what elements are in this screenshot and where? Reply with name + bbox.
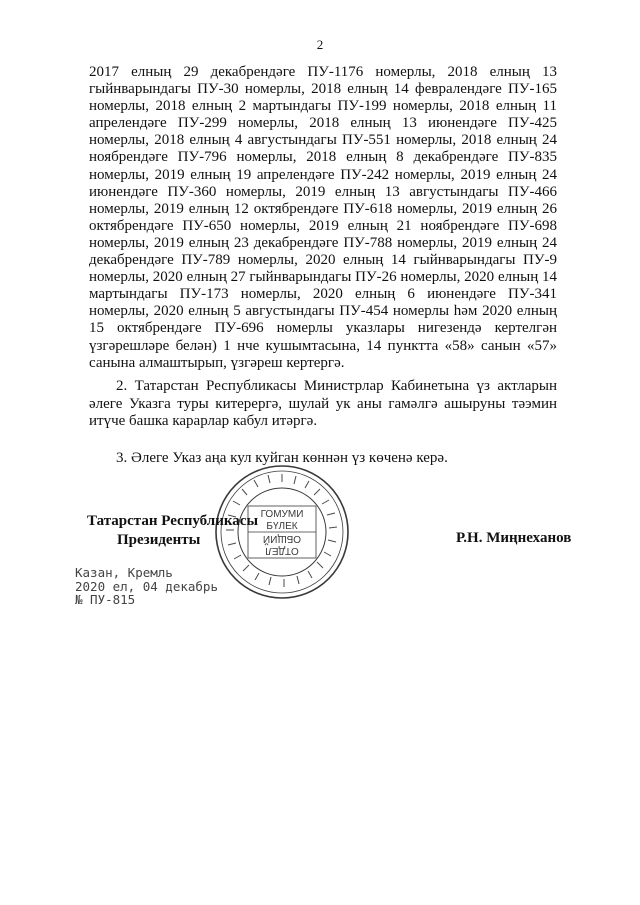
paragraph-entry-into-force: 3. Әлеге Указ аңа кул куйган көннән үз көченә керә. xyxy=(116,450,448,466)
page-number: 2 xyxy=(316,37,324,52)
document-footer xyxy=(75,566,218,607)
signatory-position xyxy=(87,512,258,550)
footer-number: № ПУ-815 xyxy=(75,592,136,607)
stamp-text-1: ГОМУМИ xyxy=(260,509,304,520)
signatory-name: Р.Н. Миңнеханов xyxy=(456,530,572,546)
signatory-position-line-2: Президенты xyxy=(117,532,201,548)
paragraph-amendments-list: 2017 елның 29 декабрендәге ПУ-1176 номерлы, 2018 елның 13 гыйнварындагы ПУ-30 номерлы, 2018 елның 14 февралендәге ПУ-165 номерлы, 2018 елның 2 мартындагы ПУ-199 номерлы, 2018 елның 11 апрелендәге ПУ-299 номерлы, 2018 елның 13 июнендәге ПУ-425 номерлы, 2018 елның 4 августындагы ПУ-551 номерлы, 2018 елның 24 ноябрендәге ПУ-796 номерлы, 2018 елның 8 декабрендәге ПУ-835 номерлы, 2019 елның 19 апрелендәге ПУ-242 номерлы, 2019 елның 24 июнендәге ПУ-360 номерлы, 2019 елның 13 августындагы ПУ-466 номерлы, 2019 елның 12 октябрендәге ПУ-618 номерлы, 2019 елның 26 октябрендәге ПУ-650 номерлы, 2019 елның 21 ноябрендәге ПУ-698 номерлы, 2019 елның 23 декабрендәге ПУ-788 номерлы, 2019 елның 24 декабрендәге ПУ-789 номерлы, 2020 елның 14 гыйнварындагы ПУ-9 номерлы, 2020 елның 27 гыйнварындагы ПУ-26 номерлы, 2020 елның 14 мартындагы ПУ-173 номерлы, 2020 елның 6 июнендәге ПУ-341 номерлы, 2020 елның 5 августындагы ПУ-454 номерлы һәм 2020 елның 15 октябрендәге ПУ-696 номерлы указлары нигезендә кертелгән үзгәрешләре белән) 1 нче кушымтасына, 14 пунктта «58» санын «57» санына алмаштырып, үзгәреш кертергә. xyxy=(89,64,557,371)
stamp-text-4: ОБЩИЙ xyxy=(262,533,302,544)
paragraph-cabinet-instruction: 2. Татарстан Республикасы Министрлар Кабинетына үз актларын әлеге Указга туры китерергә, шулай ук аны гамәлгә ашыруны тәэмин итүче башка карарлар кабул итәргә. xyxy=(89,378,557,429)
footer-date: 2020 ел, 04 декабрь xyxy=(75,578,218,594)
signatory-position-line-1: Татарстан Республикасы xyxy=(87,513,259,529)
footer-place: Казан, Кремль xyxy=(75,565,173,580)
stamp-text-3: ОТДЕЛ xyxy=(265,545,299,556)
stamp-text-2: БҮЛЕК xyxy=(266,521,298,532)
